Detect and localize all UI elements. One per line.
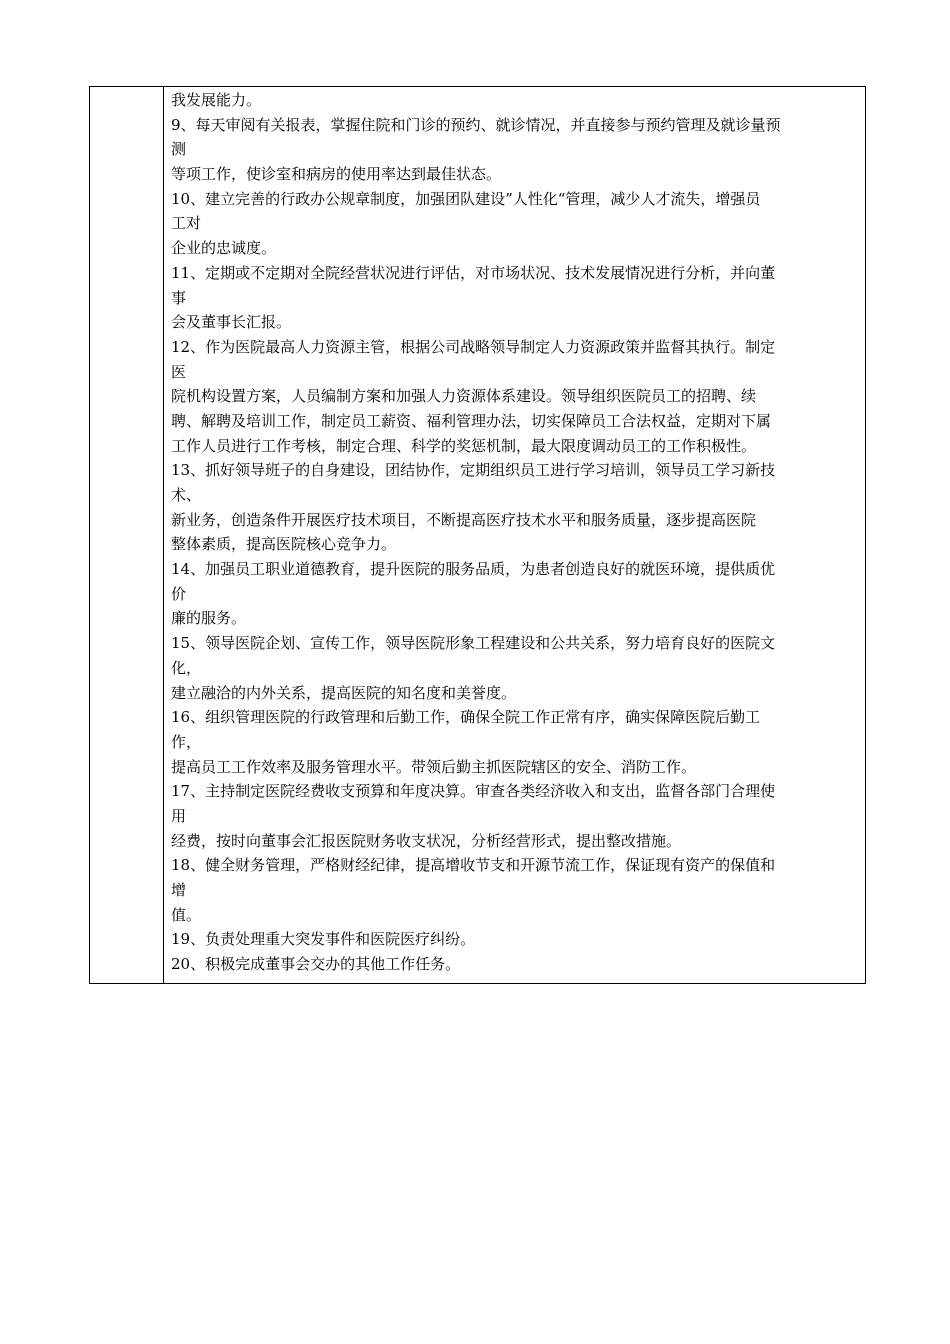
- text-line: 14、加强员工职业道德教育，提升医院的服务品质，为患者创造良好的就医环境，提供质优: [171, 560, 776, 579]
- text-line: 16、组织管理医院的行政管理和后勤工作，确保全院工作正常有序，确实保障医院后勤工: [171, 708, 761, 727]
- text-line: 聘、解聘及培训工作，制定员工薪资、福利管理办法，切实保障员工合法权益，定期对下属: [171, 411, 772, 430]
- text-line: 院机构设置方案，人员编制方案和加强人力资源体系建设。领导组织医院员工的招聘、续: [171, 387, 757, 406]
- text-line: 值。: [171, 905, 202, 924]
- text-line: 18、健全财务管理，严格财经纪律，提高增收节支和开源节流工作，保证现有资产的保值和: [171, 856, 776, 875]
- text-line: 会及董事长汇报。: [171, 313, 292, 332]
- text-line: 12、作为医院最高人力资源主管，根据公司战略领导制定人力资源政策并监督其执行。制定: [171, 337, 776, 356]
- text-line: 测: [171, 140, 187, 159]
- duty-table: [89, 86, 866, 984]
- text-line: 17、主持制定医院经费收支预算和年度决算。审查各类经济收入和支出，监督各部门合理使: [171, 782, 776, 801]
- text-line: 新业务，创造条件开展医疗技术项目，不断提高医疗技术水平和服务质量，逐步提高医院: [171, 510, 757, 529]
- table-label-cell: [90, 87, 164, 983]
- text-line: 9、每天审阅有关报表，掌握住院和门诊的预约、就诊情况，并直接参与预约管理及就诊量预: [171, 115, 781, 134]
- text-line: 术、: [171, 486, 202, 504]
- text-line: 价: [171, 584, 187, 603]
- text-line: 11、定期或不定期对全院经营状况进行评估，对市场状况、技术发展情况进行分析，并向董: [171, 263, 776, 282]
- text-line: 提高员工工作效率及服务管理水平。带领后勤主抓医院辖区的安全、消防工作。: [171, 757, 697, 776]
- text-line: 化，: [171, 658, 202, 677]
- text-line: 我发展能力。: [171, 91, 262, 109]
- text-line: 等项工作，使诊室和病房的使用率达到最佳状态。: [171, 165, 502, 184]
- text-line: 用: [171, 806, 187, 825]
- text-line: 经费，按时向董事会汇报医院财务收支状况，分析经营形式，提出整改措施。: [171, 831, 682, 850]
- text-line: 企业的忠诚度。: [171, 239, 277, 258]
- text-line: 19、负责处理重大突发事件和医院医疗纠纷。: [171, 930, 476, 949]
- text-line: 廉的服务。: [171, 609, 247, 628]
- text-line: 20、积极完成董事会交办的其他工作任务。: [171, 955, 461, 974]
- text-line: 医: [171, 362, 187, 381]
- table-content-cell: [171, 87, 865, 977]
- text-line: 10、建立完善的行政办公规章制度，加强团队建设”人性化“管理，减少人才流失，增强员: [171, 189, 761, 208]
- text-line: 13、抓好领导班子的自身建设，团结协作，定期组织员工进行学习培训，领导员工学习新技: [171, 461, 776, 480]
- text-line: 工对: [171, 214, 202, 233]
- text-line: 整体素质，提高医院核心竞争力。: [171, 535, 397, 554]
- text-line: 15、领导医院企划、宣传工作，领导医院形象工程建设和公共关系，努力培育良好的医院文: [171, 634, 776, 653]
- text-line: 作，: [171, 732, 202, 751]
- text-line: 建立融洽的内外关系，提高医院的知名度和美誉度。: [171, 683, 517, 702]
- text-line: 事: [171, 288, 187, 307]
- text-line: 工作人员进行工作考核，制定合理、科学的奖惩机制，最大限度调动员工的工作积极性。: [171, 436, 757, 455]
- text-line: 增: [171, 881, 187, 899]
